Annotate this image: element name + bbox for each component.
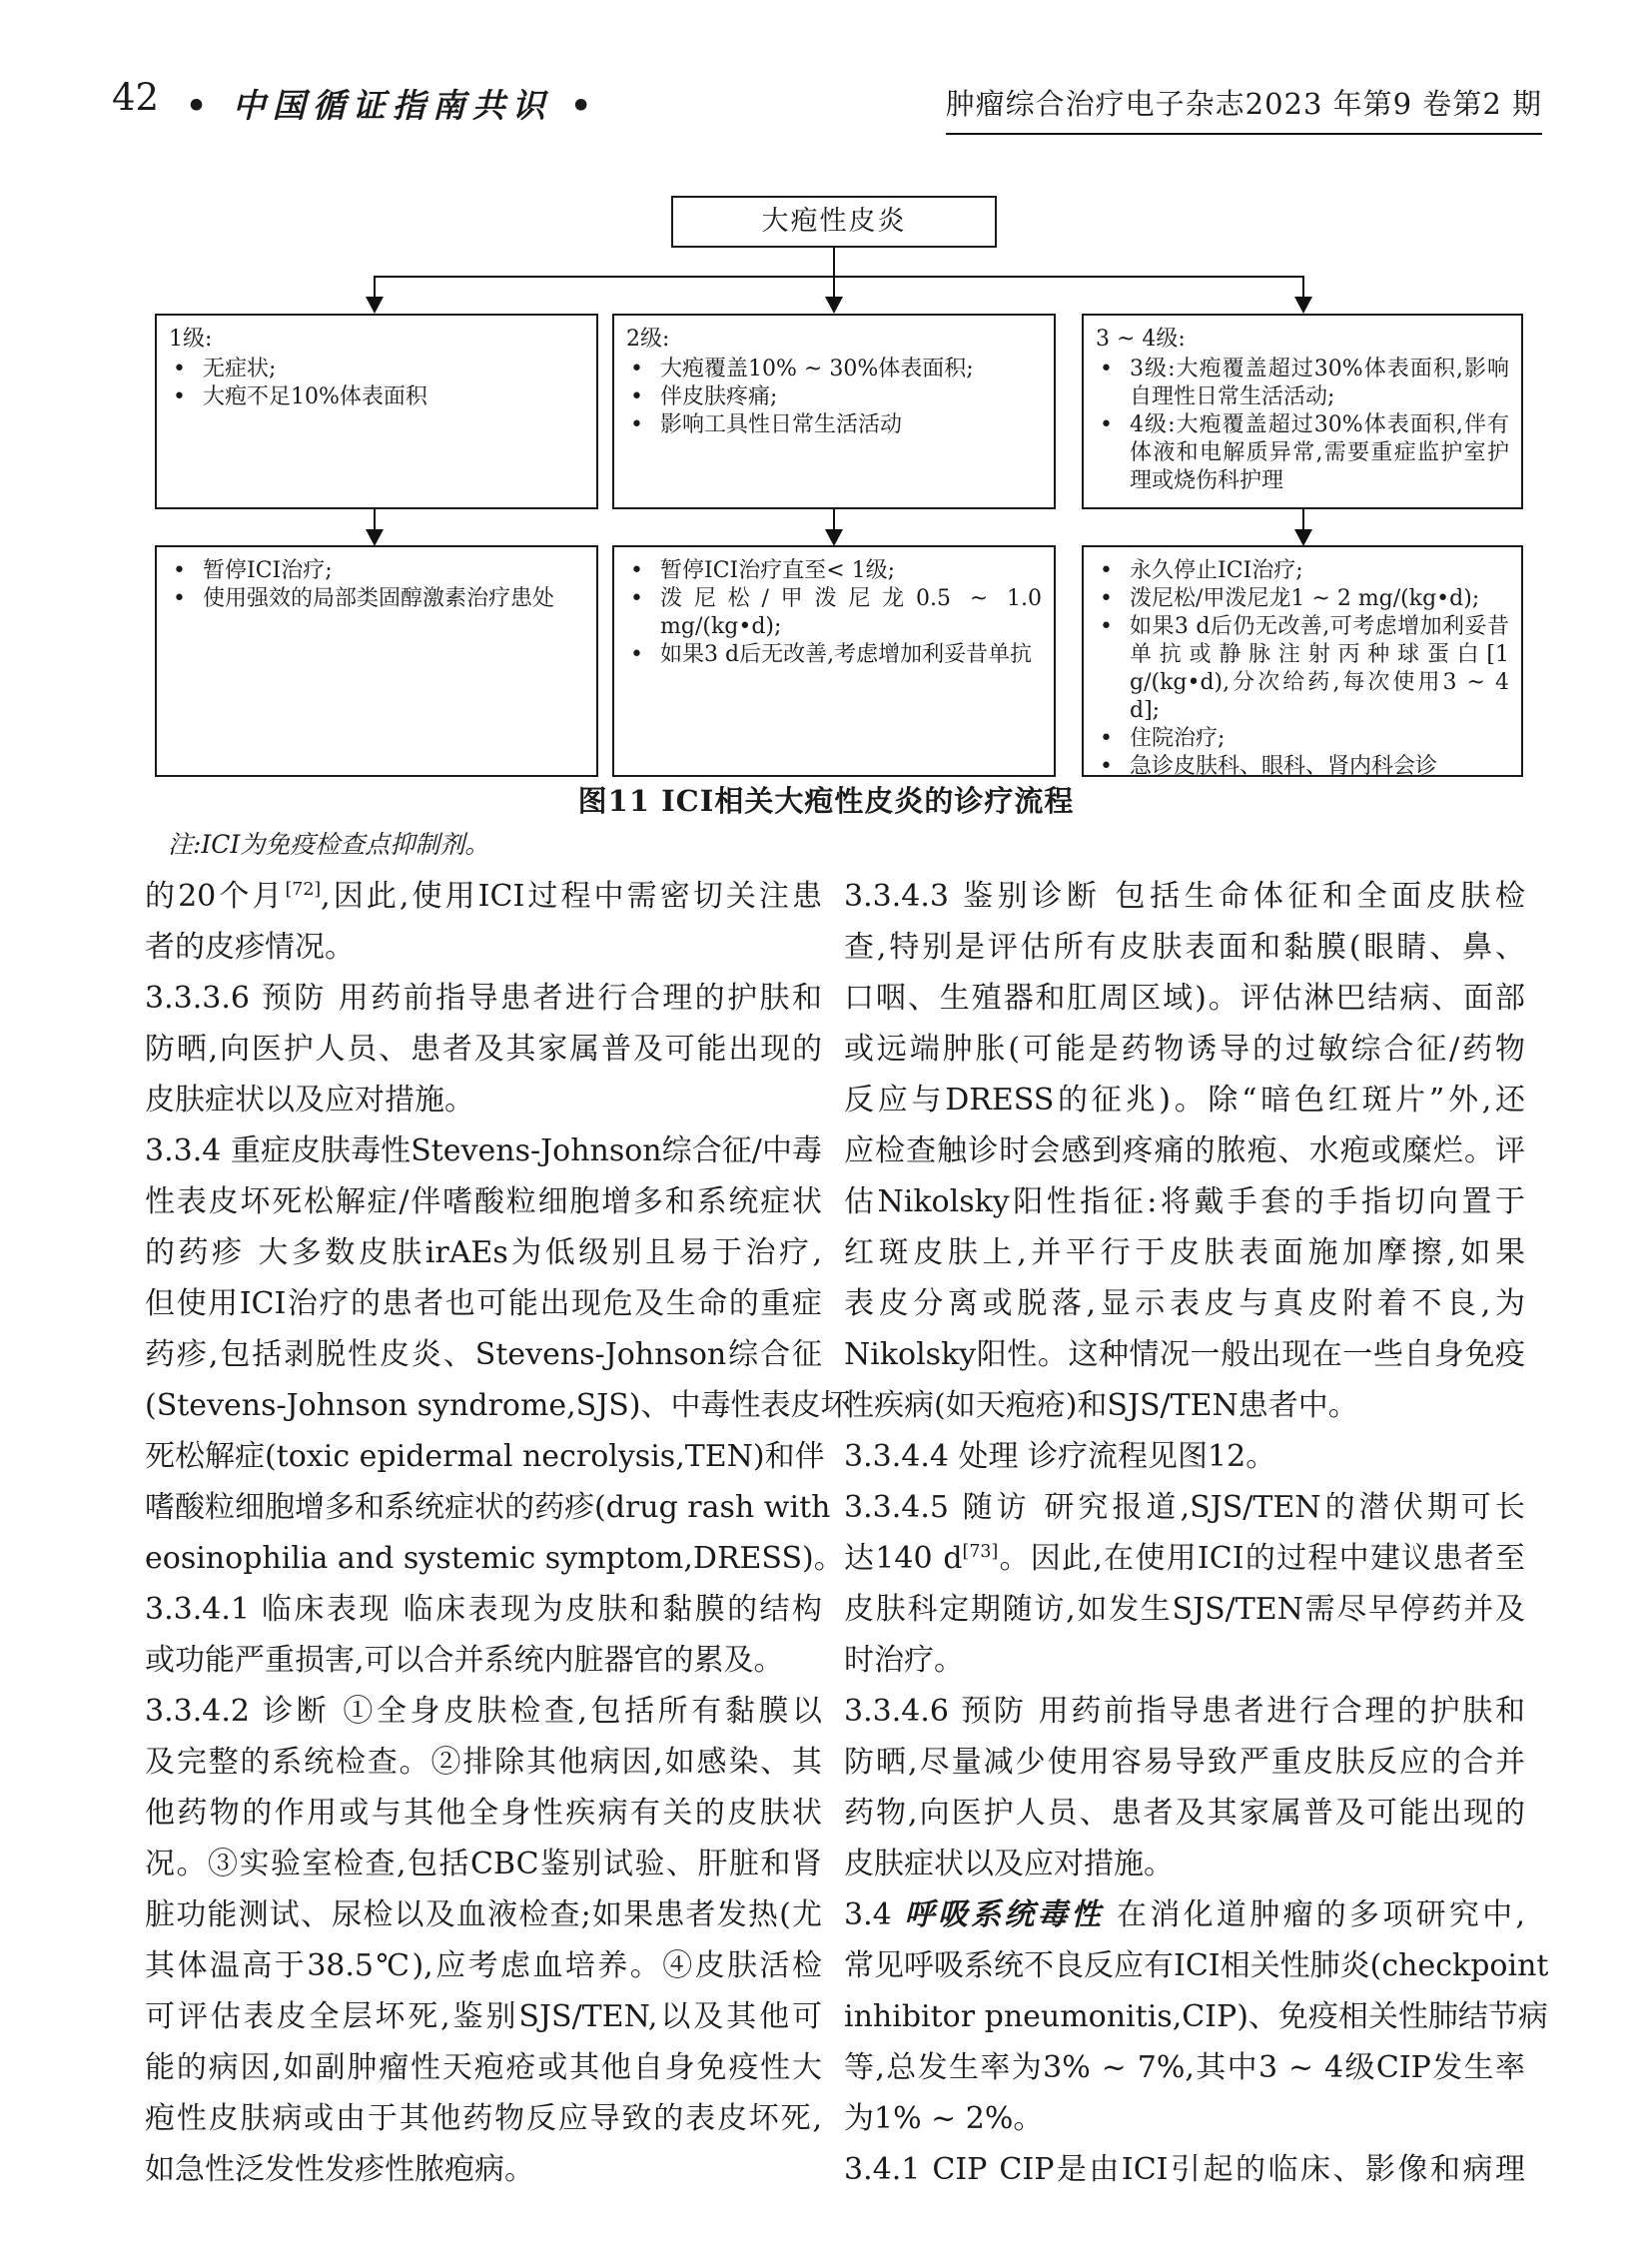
- flowchart-bullet-item: [626, 557, 1042, 585]
- body-text-line: 达140 d[73]。因此,在使用ICI的过程中建议患者至: [844, 1541, 1525, 1576]
- flowchart-bullet-item: [1096, 557, 1509, 585]
- body-text-line: (Stevens-Johnson syndrome,SJS)、中毒性表皮坏: [145, 1388, 851, 1423]
- bullet-icon: •: [630, 558, 643, 583]
- body-text-line: 3.3.4.1 临床表现 临床表现为皮肤和黏膜的结构: [145, 1592, 822, 1627]
- flowchart-connector: [374, 276, 1304, 278]
- flowchart-connector: [833, 248, 835, 276]
- body-text-line: 疱性皮肤病或由于其他药物反应导致的表皮坏死,: [145, 2101, 822, 2136]
- bullet-icon: •: [173, 586, 186, 611]
- body-text-line: 其体温高于38.5℃),应考虑血培养。④皮肤活检: [145, 1948, 822, 1983]
- body-text-line: eosinophilia and systemic symptom,DRESS)。: [145, 1541, 844, 1576]
- flowchart-bullet-item: [1096, 585, 1509, 613]
- body-text-line: 皮肤症状以及应对措施。: [844, 1847, 1174, 1881]
- bullet-icon: •: [173, 357, 186, 381]
- body-text-line: 时治疗。: [844, 1643, 964, 1678]
- journal-section-title: • 中国循证指南共识 •: [186, 86, 599, 125]
- arrow-down-icon: [1294, 529, 1312, 546]
- body-text-line: 3.3.4 重症皮肤毒性Stevens-Johnson综合征/中毒: [145, 1133, 822, 1168]
- body-text-line: 或功能严重损害,可以合并系统内脏器官的累及。: [145, 1643, 784, 1678]
- reference-superscript: [72]: [285, 880, 322, 900]
- flowchart-bullet-item: [626, 356, 1042, 383]
- body-text-line: 性表皮坏死松解症/伴嗜酸粒细胞增多和系统症状: [145, 1184, 822, 1219]
- body-text-line: 或远端肿胀(可能是药物诱导的过敏综合征/药物: [844, 1032, 1525, 1067]
- flowchart-bullet-item: [1096, 613, 1509, 725]
- flowchart-connector: [1302, 276, 1304, 298]
- body-text-line: 皮肤症状以及应对措施。: [145, 1083, 474, 1118]
- page-number: 42: [112, 76, 160, 119]
- flowchart-bullet-item: [169, 557, 584, 585]
- arrow-down-icon: [825, 529, 843, 546]
- flowchart-grade2-box: [612, 314, 1056, 509]
- flowchart-grade1-box: [155, 314, 598, 509]
- flowchart-bullet-item: [626, 585, 1042, 641]
- flowchart-connector: [1302, 509, 1304, 531]
- flowchart-bullet-item: [1096, 725, 1509, 753]
- bullet-icon: •: [1100, 357, 1113, 381]
- flowchart-connector: [374, 509, 376, 531]
- body-text-line: 3.3.4.4 处理 诊疗流程见图12。: [844, 1439, 1276, 1474]
- bullet-icon: •: [630, 586, 643, 611]
- body-text-line: 估Nikolsky阳性指征:将戴手套的手指切向置于: [844, 1184, 1525, 1219]
- bullet-text: 永久停止ICI治疗;: [1130, 558, 1303, 583]
- body-text-line: 3.4.1 CIP CIP是由ICI引起的临床、影像和病理: [844, 2152, 1525, 2187]
- body-text-line: 皮肤科定期随访,如发生SJS/TEN需尽早停药并及: [844, 1592, 1525, 1627]
- body-text-line: 者的皮疹情况。: [145, 930, 355, 965]
- body-text-line: 3.3.4.2 诊断 ①全身皮肤检查,包括所有黏膜以: [145, 1694, 822, 1729]
- flowchart-bullet-item: [1096, 411, 1509, 495]
- flowchart-bullet-item: [169, 356, 584, 383]
- grade-box-title: 1级:: [169, 327, 213, 352]
- action-box-bullets: [1096, 557, 1509, 781]
- flowchart-connector: [833, 509, 835, 531]
- flowchart-bullet-item: [626, 383, 1042, 411]
- flowchart-grade3-4-box: [1082, 314, 1523, 509]
- bullet-icon: •: [630, 357, 643, 381]
- body-text-line: 如急性泛发性发疹性脓疱病。: [145, 2152, 534, 2187]
- body-text-line: 脏功能测试、尿检以及血液检查;如果患者发热(尤: [145, 1897, 822, 1932]
- body-text-line: 3.3.4.3 鉴别诊断 包括生命体征和全面皮肤检: [844, 879, 1525, 914]
- body-column-right: [844, 871, 1549, 2195]
- body-text-line: 3.3.4.5 随访 研究报道,SJS/TEN的潜伏期可长: [844, 1490, 1525, 1525]
- body-text-line: 为1% ~ 2%。: [844, 2101, 1044, 2136]
- section-heading-kai: 呼吸系统毒性: [904, 1897, 1105, 1932]
- body-text-line: Nikolsky阳性。这种情况一般出现在一些自身免疫: [844, 1337, 1525, 1372]
- grade-box-bullets: [1096, 356, 1509, 495]
- body-text-line: 常见呼吸系统不良反应有ICI相关性肺炎(checkpoint: [844, 1948, 1549, 1983]
- bullet-text: 泼尼松/甲泼尼龙0.5 ~ 1.0 mg/(kg•d);: [660, 586, 1042, 639]
- body-text-line: 3.4 呼吸系统毒性 在消化道肿瘤的多项研究中,: [844, 1897, 1525, 1932]
- action-box-bullets: [626, 557, 1042, 669]
- bullet-icon: •: [630, 412, 643, 437]
- arrow-down-icon: [825, 297, 843, 314]
- bullet-text: 暂停ICI治疗直至< 1级;: [660, 558, 896, 583]
- flowchart-action1-box: [155, 545, 598, 777]
- body-text-line: 应检查触诊时会感到疼痛的脓疱、水疱或糜烂。评: [844, 1133, 1525, 1168]
- bullet-text: 影响工具性日常生活活动: [660, 412, 903, 437]
- body-text-line: 的药疹 大多数皮肤irAEs为低级别且易于治疗,: [145, 1235, 822, 1270]
- body-text-line: 防晒,向医护人员、患者及其家属普及可能出现的: [145, 1032, 822, 1067]
- flowchart-bullet-item: [626, 411, 1042, 439]
- body-text-line: inhibitor pneumonitis,CIP)、免疫相关性肺结节病: [844, 1999, 1548, 2034]
- bullet-icon: •: [1100, 614, 1113, 639]
- flowchart-bullet-item: [169, 585, 584, 613]
- body-text-line: 但使用ICI治疗的患者也可能出现危及生命的重症: [145, 1286, 822, 1321]
- bullet-icon: •: [173, 384, 186, 409]
- arrow-down-icon: [366, 297, 384, 314]
- body-text-line: 药物,向医护人员、患者及其家属普及可能出现的: [844, 1796, 1525, 1831]
- body-text-line: 防晒,尽量减少使用容易导致严重皮肤反应的合并: [844, 1745, 1525, 1780]
- body-text-line: 3.3.3.6 预防 用药前指导患者进行合理的护肤和: [145, 981, 822, 1016]
- figure-note: 注:ICI为免疫检查点抑制剂。: [168, 830, 490, 859]
- flowchart-bullet-item: [1096, 753, 1509, 781]
- arrow-down-icon: [1294, 297, 1312, 314]
- body-text-line: 口咽、生殖器和肛周区域)。评估淋巴结病、面部: [844, 981, 1525, 1016]
- bullet-icon: •: [630, 384, 643, 409]
- body-text-line: 他药物的作用或与其他全身性疾病有关的皮肤状: [145, 1796, 822, 1831]
- bullet-text: 如果3 d后仍无改善,可考虑增加利妥昔单抗或静脉注射丙种球蛋白[1 g/(kg•d),分次给药,每次使用3 ~ 4 d];: [1130, 614, 1509, 723]
- body-text-line: 及完整的系统检查。②排除其他病因,如感染、其: [145, 1745, 822, 1780]
- figure-caption: 图11 ICI相关大疱性皮炎的诊疗流程: [577, 784, 1075, 818]
- bullet-icon: •: [1100, 754, 1113, 779]
- body-text-line: 红斑皮肤上,并平行于皮肤表面施加摩擦,如果: [844, 1235, 1525, 1270]
- journal-issue-title: 肿瘤综合治疗电子杂志2023 年第9 卷第2 期: [946, 82, 1542, 135]
- bullet-icon: •: [630, 642, 643, 667]
- flowchart-bullet-item: [1096, 356, 1509, 411]
- grade-box-bullets: [626, 356, 1042, 439]
- action-box-bullets: [169, 557, 584, 613]
- body-text-line: 反应与DRESS的征兆)。除“暗色红斑片”外,还: [844, 1083, 1525, 1118]
- bullet-text: 无症状;: [203, 357, 277, 381]
- body-text-line: 表皮分离或脱落,显示表皮与真皮附着不良,为: [844, 1286, 1525, 1321]
- bullet-icon: •: [1100, 726, 1113, 751]
- flowchart-bullet-item: [626, 641, 1042, 669]
- bullet-text: 4级:大疱覆盖超过30%体表面积,伴有体液和电解质异常,需要重症监护室护理或烧伤科护理: [1130, 412, 1509, 493]
- body-text-line: 药疹,包括剥脱性皮炎、Stevens-Johnson综合征: [145, 1337, 822, 1372]
- flowchart-action3-box: [1082, 545, 1523, 777]
- flowchart-root-label: 大疱性皮炎: [761, 206, 907, 237]
- body-text-line: 等,总发生率为3% ~ 7%,其中3 ~ 4级CIP发生率: [844, 2050, 1525, 2085]
- flowchart-bullet-item: [169, 383, 584, 411]
- body-text-line: 的20个月[72],因此,使用ICI过程中需密切关注患: [145, 879, 822, 914]
- bullet-text: 3级:大疱覆盖超过30%体表面积,影响自理性日常生活活动;: [1130, 357, 1509, 409]
- bullet-text: 伴皮肤疼痛;: [660, 384, 778, 409]
- body-column-left: [145, 871, 851, 2195]
- reference-superscript: [73]: [962, 1542, 999, 1562]
- body-text-line: 查,特别是评估所有皮肤表面和黏膜(眼睛、鼻、: [844, 930, 1525, 965]
- bullet-text: 住院治疗;: [1130, 726, 1226, 751]
- grade-box-title: 3 ~ 4级:: [1096, 327, 1186, 352]
- body-text-line: 性疾病(如天疱疮)和SJS/TEN患者中。: [844, 1388, 1358, 1423]
- flowchart-connector: [374, 276, 376, 298]
- arrow-down-icon: [366, 529, 384, 546]
- body-text-line: 能的病因,如副肿瘤性天疱疮或其他自身免疫性大: [145, 2050, 822, 2085]
- bullet-text: 暂停ICI治疗;: [203, 558, 333, 583]
- flowchart-action2-box: [612, 545, 1056, 777]
- bullet-icon: •: [1100, 586, 1113, 611]
- flowchart-root-box: [671, 196, 997, 248]
- bullet-icon: •: [173, 558, 186, 583]
- bullet-icon: •: [1100, 558, 1113, 583]
- bullet-text: 大疱覆盖10% ~ 30%体表面积;: [660, 357, 974, 381]
- body-text-line: 可评估表皮全层坏死,鉴别SJS/TEN,以及其他可: [145, 1999, 822, 2034]
- bullet-text: 大疱不足10%体表面积: [203, 384, 427, 409]
- grade-box-title: 2级:: [626, 327, 670, 352]
- body-text-line: 3.3.4.6 预防 用药前指导患者进行合理的护肤和: [844, 1694, 1525, 1729]
- bullet-text: 泼尼松/甲泼尼龙1 ~ 2 mg/(kg•d);: [1130, 586, 1480, 611]
- bullet-text: 如果3 d后无改善,考虑增加利妥昔单抗: [660, 642, 1033, 667]
- flowchart-connector: [833, 276, 835, 298]
- bullet-text: 急诊皮肤科、眼科、肾内科会诊: [1130, 754, 1438, 779]
- body-text-line: 嗜酸粒细胞增多和系统症状的药疹(drug rash with: [145, 1490, 831, 1525]
- body-text-line: 死松解症(toxic epidermal necrolysis,TEN)和伴: [145, 1439, 825, 1474]
- bullet-icon: •: [1100, 412, 1113, 437]
- bullet-text: 使用强效的局部类固醇激素治疗患处: [203, 586, 555, 611]
- grade-box-bullets: [169, 356, 584, 411]
- body-text-line: 况。③实验室检查,包括CBC鉴别试验、肝脏和肾: [145, 1847, 822, 1881]
